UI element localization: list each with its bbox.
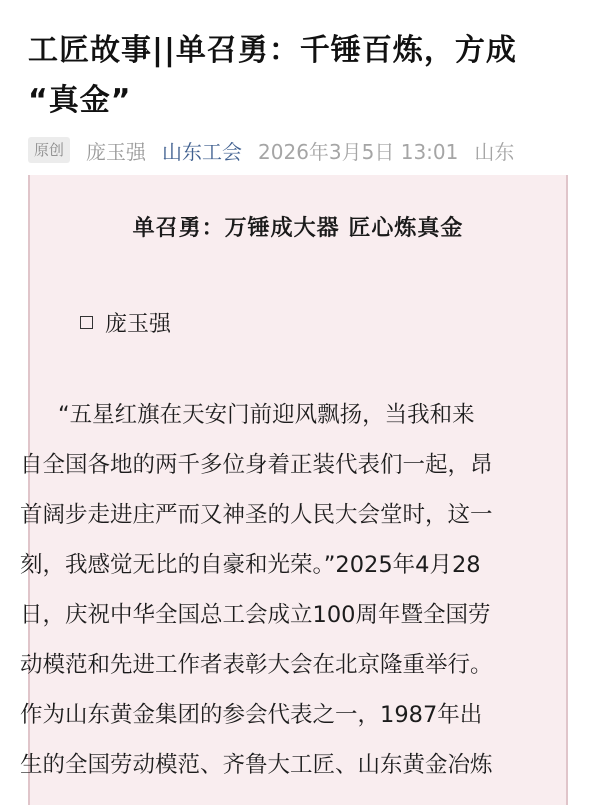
byline-author: 庞玉强 xyxy=(105,312,172,337)
article-meta xyxy=(28,132,514,168)
original-badge: 原创 xyxy=(28,137,70,163)
body-line: “五星红旗在天安门前迎风飘扬，当我和来 xyxy=(58,402,475,428)
article-title-line-2: “真金” xyxy=(28,83,132,118)
content-heading: 单召勇：万锤成大器 匠心炼真金 xyxy=(132,216,464,241)
publish-location: 山东 xyxy=(474,139,515,164)
body-line: 动模范和先进工作者表彰大会在北京隆重举行。 xyxy=(20,652,493,678)
content-byline xyxy=(80,307,171,338)
author-name: 庞玉强 xyxy=(86,139,147,164)
body-line: 首阔步走进庄严而又神圣的人民大会堂时，这一 xyxy=(20,502,493,528)
body-line: 生的全国劳动模范、齐鲁大工匠、山东黄金冶炼 xyxy=(20,752,493,778)
account-link[interactable]: 山东工会 xyxy=(162,139,243,164)
publish-date: 2026年3月5日 13:01 xyxy=(258,139,459,164)
square-bullet-icon xyxy=(80,316,93,329)
body-line: 日，庆祝中华全国总工会成立100周年暨全国劳 xyxy=(20,602,491,628)
article-title xyxy=(28,26,578,126)
body-line: 作为山东黄金集团的参会代表之一，1987年出 xyxy=(20,702,483,728)
body-line: 自全国各地的两千多位身着正装代表们一起，昂 xyxy=(20,452,493,478)
article-title-line-1: 工匠故事||单召勇：千锤百炼，方成 xyxy=(28,33,517,68)
body-line: 刻，我感觉无比的自豪和光荣。”2025年4月28 xyxy=(20,552,481,578)
